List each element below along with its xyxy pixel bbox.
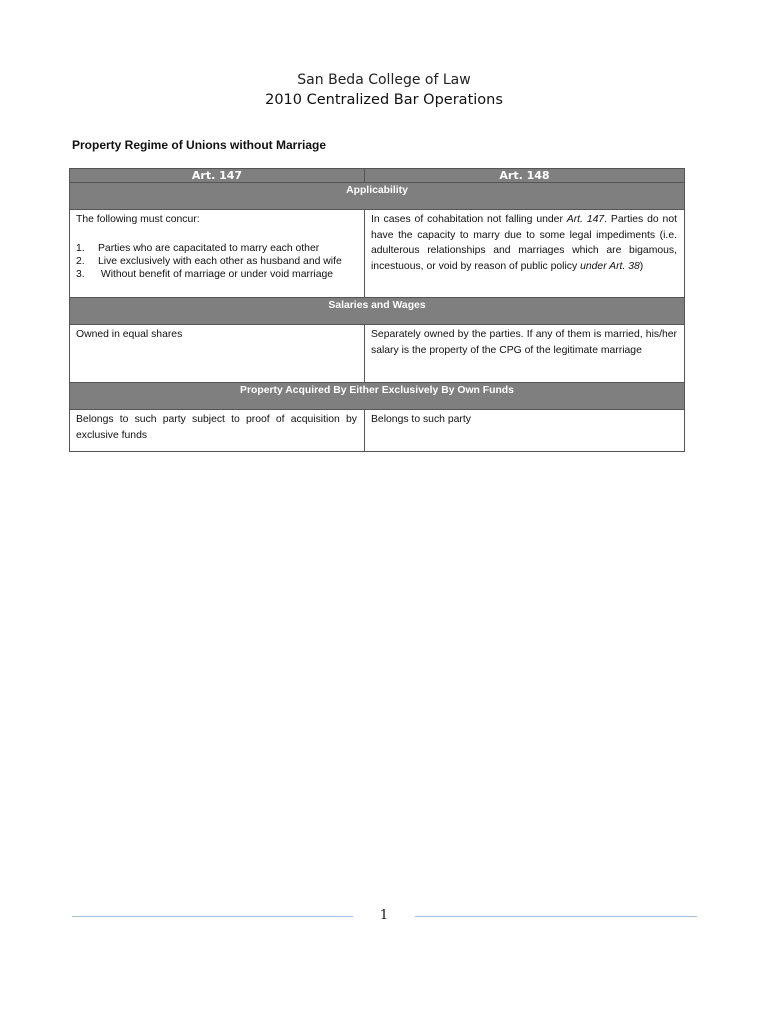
property-art-148-text: Belongs to such party bbox=[371, 414, 471, 425]
art-148-text-post: ) bbox=[639, 260, 644, 272]
column-header-art-148: Art. 148 bbox=[365, 169, 685, 183]
concur-intro: The following must concur: bbox=[76, 214, 200, 225]
art-148-ref-art-147: Art. 147 bbox=[566, 214, 605, 225]
section-header-property-acquired: Property Acquired By Either Exclusively By Own Funds bbox=[70, 383, 685, 410]
table-row bbox=[70, 210, 685, 298]
art-148-text-pre: In cases of cohabitation not falling under bbox=[371, 214, 567, 225]
salaries-art-147-cell bbox=[70, 325, 365, 383]
salaries-art-148-cell bbox=[365, 325, 685, 383]
salaries-art-148-text: Separately owned by the parties. If any of them is married, his/her salary is the property of the CPG of the legitimate marriage bbox=[371, 329, 677, 356]
list-item bbox=[76, 255, 357, 268]
program-name: 2010 Centralized Bar Operations bbox=[265, 92, 503, 108]
section-header-row-salaries bbox=[70, 298, 685, 325]
list-item-text: Parties who are capacitated to marry each other bbox=[98, 242, 320, 254]
footer-rule-left bbox=[72, 916, 353, 917]
page-number: 1 bbox=[379, 908, 389, 923]
applicability-art-148-cell bbox=[365, 210, 685, 298]
section-header-salaries-and-wages: Salaries and Wages bbox=[70, 298, 685, 325]
column-header-art-147: Art. 147 bbox=[70, 169, 365, 183]
list-item bbox=[76, 242, 357, 255]
table-row bbox=[70, 325, 685, 383]
section-title: Property Regime of Unions without Marriage bbox=[72, 138, 327, 152]
institution-name: San Beda College of Law bbox=[297, 72, 471, 88]
property-art-147-cell bbox=[70, 410, 365, 452]
salaries-art-147-text: Owned in equal shares bbox=[76, 329, 183, 340]
applicability-art-148-text bbox=[365, 210, 684, 278]
property-art-148-cell bbox=[365, 410, 685, 452]
applicability-art-147-cell bbox=[70, 210, 365, 298]
list-item-text: Live exclusively with each other as husband and wife bbox=[98, 255, 342, 267]
table-column-header-row bbox=[70, 169, 685, 183]
list-item-number: 3. bbox=[76, 268, 85, 280]
property-art-147-text: Belongs to such party subject to proof of acquisition by exclusive funds bbox=[76, 414, 357, 441]
art-148-text-mid: . Parties do not have the capacity to marry due to some legal impediments (i.e. adulterous relationships and marriages which are bigamous, incestuous, or void by reason of public policy bbox=[371, 214, 677, 272]
page-header bbox=[0, 70, 768, 111]
list-item-number: 1. bbox=[76, 242, 85, 254]
section-header-row-applicability bbox=[70, 183, 685, 210]
list-item-text: Without benefit of marriage or under void marriage bbox=[98, 268, 334, 280]
footer-rule-right bbox=[415, 916, 697, 917]
art-148-ref-art-38: under Art. 38 bbox=[580, 260, 640, 272]
list-item bbox=[76, 268, 357, 281]
concur-list bbox=[76, 242, 357, 282]
section-header-row-property-acquired bbox=[70, 383, 685, 410]
section-header-applicability: Applicability bbox=[70, 183, 685, 210]
property-regime-table bbox=[69, 168, 685, 452]
table-row bbox=[70, 410, 685, 452]
list-item-number: 2. bbox=[76, 255, 85, 267]
